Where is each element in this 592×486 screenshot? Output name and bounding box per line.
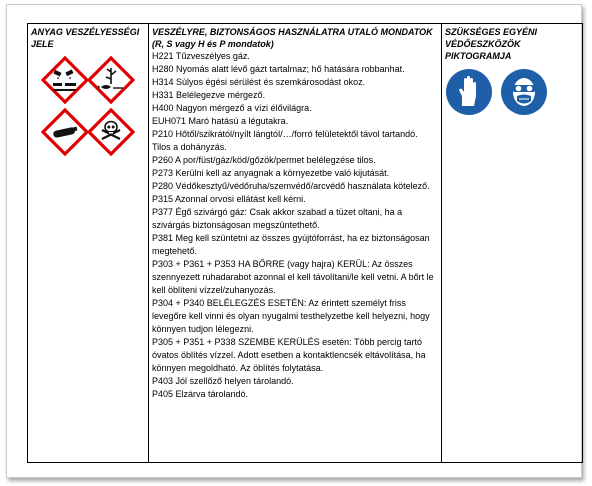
- ppe-header: SZÜKSÉGES EGYÉNI VÉDŐESZKÖZÖK PIKTOGRAMJA: [445, 27, 538, 61]
- statement-h221: H221 Tűzveszélyes gáz.: [152, 51, 250, 61]
- document-frame: [6, 4, 582, 478]
- hazard-symbol-header: ANYAG VESZÉLYESSÉGI JELE: [31, 27, 140, 49]
- statement-p210: P210 Hőtől/szikrától/nyílt lángtól/…/forró felületektől távol tartandó. Tilos a dohányzás.: [152, 129, 418, 152]
- statement-h314: H314 Súlyos égési sérülést és szemkárosodást okoz.: [152, 77, 366, 87]
- ppe-pictogram-group: [445, 68, 579, 120]
- statement-list: [152, 50, 438, 401]
- statement-p304-p340: P304 + P340 BELÉLEGZÉS ESETÉN: Az érintett személyt friss levegőre kell vinni és olyan nyugalmi testhelyzetbe kell helyezni, hogy könnyen tudjon lélegezni.: [152, 298, 430, 334]
- statement-h331: H331 Belélegezve mérgező.: [152, 90, 266, 100]
- statement-p280: P280 Védőkesztyű/védőruha/szemvédő/arcvédő használata kötelező.: [152, 181, 430, 191]
- statement-p273: P273 Kerülni kell az anyagnak a környezetbe való kijutását.: [152, 168, 390, 178]
- hazard-table: [27, 23, 583, 463]
- ghs-pictogram-group: [31, 56, 145, 160]
- statement-p405: P405 Elzárva tárolandó.: [152, 389, 249, 399]
- corrosion-icon: [41, 56, 89, 104]
- hazard-symbol-cell: [28, 24, 149, 463]
- statement-p377: P377 Égő szivárgó gáz: Csak akkor szabad a tüzet oltani, ha a szivárgás biztonságosan megszüntethető.: [152, 207, 403, 230]
- statement-p305-p351-p338: P305 + P351 + P338 SZEMBE KERÜLÉS esetén: Több percig tartó óvatos öblítés vízzel. Adott esetben a kontaktlencsék eltávolítása, ha könnyen megoldható. Az öblítés folytatása.: [152, 337, 426, 373]
- statement-p403: P403 Jól szellőző helyen tárolandó.: [152, 376, 294, 386]
- statement-p381: P381 Meg kell szüntetni az összes gyújtóforrást, ha ez biztonságosan megtehető.: [152, 233, 430, 256]
- statements-cell: [149, 24, 442, 463]
- ppe-cell: [442, 24, 583, 463]
- gas-cylinder-icon: [41, 108, 89, 156]
- statement-h280: H280 Nyomás alatt lévő gázt tartalmaz; hő hatására robbanhat.: [152, 64, 405, 74]
- statement-euh071: EUH071 Maró hatású a légutakra.: [152, 116, 289, 126]
- statement-p260: P260 A por/füst/gáz/köd/gőzök/permet belélegzése tilos.: [152, 155, 376, 165]
- table-row: [28, 24, 583, 463]
- statement-p315: P315 Azonnal orvosi ellátást kell kérni.: [152, 194, 306, 204]
- statement-p303-p361-p353: P303 + P361 + P353 HA BŐRRE (vagy hajra) KERÜL: Az összes szennyezett ruhadarabot azonnal el kell távolítani/le kell vetni. A bőrt le kell öblíteni vízzel/zuhanyozás.: [152, 259, 434, 295]
- protective-gloves-icon: [445, 68, 493, 116]
- statement-h400: H400 Nagyon mérgező a vízi élővilágra.: [152, 103, 312, 113]
- environment-icon: [87, 56, 135, 104]
- statements-header: VESZÉLYRE, BIZTONSÁGOS HASZNÁLATRA UTALÓ MONDATOK (R, S vagy H és P mondatok): [152, 27, 433, 49]
- face-mask-goggles-icon: [500, 68, 548, 116]
- skull-crossbones-icon: [87, 108, 135, 156]
